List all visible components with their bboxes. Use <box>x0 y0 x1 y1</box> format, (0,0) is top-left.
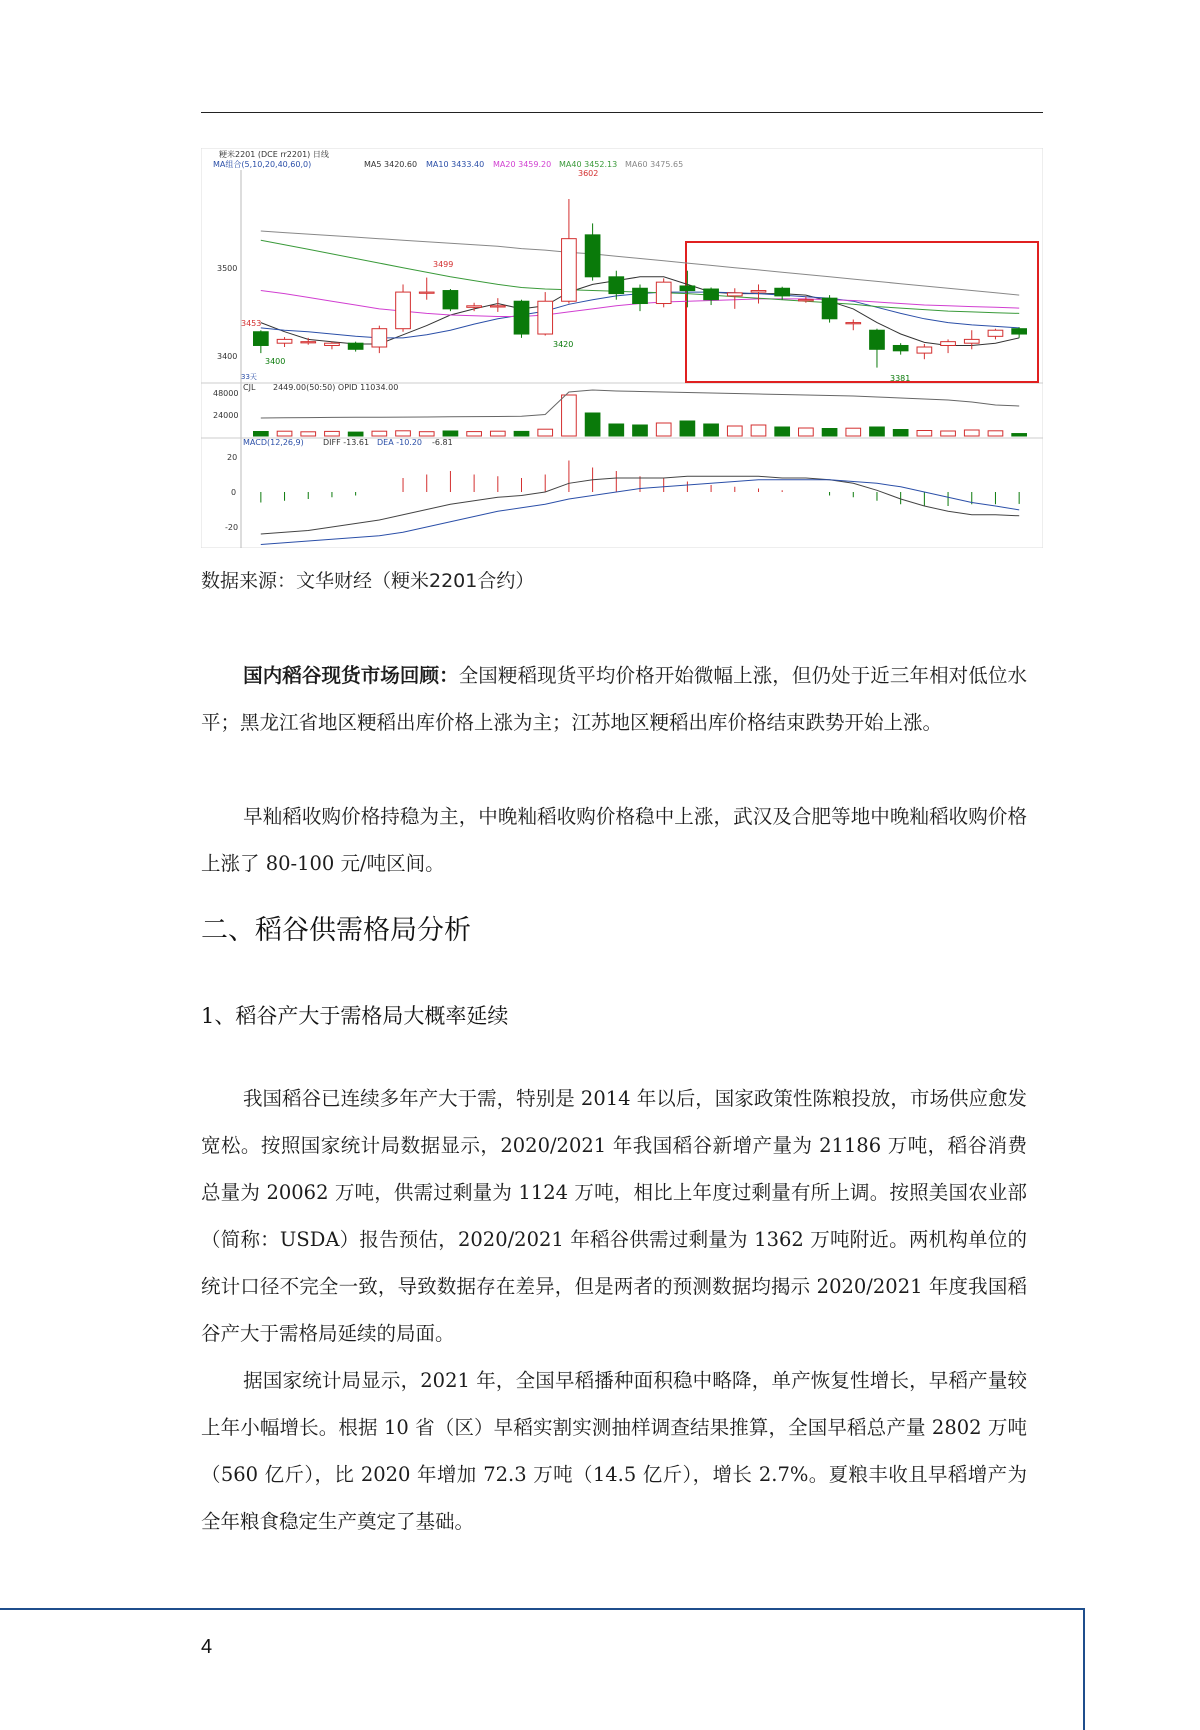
volume-bar <box>680 421 695 436</box>
candle-body <box>941 342 956 346</box>
candle-body <box>846 323 861 324</box>
ma60-label: MA60 3475.65 <box>625 160 684 169</box>
volume-bar <box>562 395 577 436</box>
section-title: 二、稻谷供需格局分析 <box>201 915 471 946</box>
annotation-3420: 3420 <box>553 340 574 349</box>
ma-label: MA组合(5,10,20,40,60,0) <box>213 160 312 169</box>
annotation-low: 3381 <box>890 374 911 383</box>
annotation-3400: 3400 <box>265 357 286 366</box>
candle-body <box>680 286 695 291</box>
annotation-3499: 3499 <box>433 260 454 269</box>
ma10-label: MA10 3433.40 <box>426 160 485 169</box>
candle-body <box>396 292 411 329</box>
volume-bar <box>964 430 979 436</box>
volume-bar <box>799 428 814 436</box>
candle-body <box>1012 329 1027 334</box>
volume-bar <box>419 432 434 436</box>
header-rule <box>201 112 1043 113</box>
early-rice-text: 据国家统计局显示，2021 年，全国早稻播种面积稳中略降，单产恢复性增长，早稻产量较上年小幅增长。根据 10 省（区）早稻实割实测抽样调查结果推算，全国早稻总产量 2802 万吨（560 亿斤），比 2020 年增加 72.3 万吨（14.5 亿斤），增长 2.7%。夏粮丰收且早稻增产为全年粮食稳定生产奠定了基础。 <box>201 1369 1027 1533</box>
indica-text: 早籼稻收购价格持稳为主，中晚籼稻收购价格稳中上涨，武汉及合肥等地中晚籼稻收购价格上涨了 80-100 元/吨区间。 <box>201 805 1027 875</box>
volume-bar <box>490 431 505 436</box>
volume-bar <box>325 431 340 436</box>
volume-bar <box>751 425 766 436</box>
y-tick-3400: 3400 <box>217 352 238 361</box>
candle-body <box>893 345 908 350</box>
candle-body <box>372 329 387 347</box>
macd-tick-0: 0 <box>231 488 237 497</box>
candle-body <box>562 239 577 302</box>
candle-body <box>538 301 553 334</box>
volume-bar <box>727 426 742 436</box>
chart-header: 粳米2201 (DCE rr2201) 日线 <box>219 150 329 159</box>
candle-body <box>822 298 837 319</box>
candle-body <box>490 306 505 307</box>
volume-bar <box>917 431 932 437</box>
volume-bar <box>893 430 908 437</box>
supply-demand-text: 我国稻谷已连续多年产大于需，特别是 2014 年以后，国家政策性陈粮投放，市场供应愈发宽松。按照国家统计局数据显示，2020/2021 年我国稻谷新增产量为 21186 万吨，稻谷消费总量为 20062 万吨，供需过剩量为 1124 万吨，相比上年度过剩量有所上调。按照美国农业部（简称：USDA）报告预估，2020/2021 年稻谷供需过剩量为 1362 万吨附近。两机构单位的统计口径不完全一致，导致数据存在差异，但是两者的预测数据均揭示 2020/2021 年度我国稻谷产大于需格局延续的局面。 <box>201 1087 1027 1345</box>
futures-kline-chart <box>201 148 1043 548</box>
volume-label: CJL <box>243 383 256 392</box>
volume-bar <box>988 431 1003 436</box>
candle-body <box>988 330 1003 336</box>
volume-bar <box>656 423 671 436</box>
paragraph-early-rice <box>201 1357 1027 1545</box>
volume-bar <box>277 431 292 436</box>
page-number: 4 <box>201 1636 213 1658</box>
candle-body <box>870 330 885 349</box>
volume-bar <box>870 427 885 436</box>
candle-body <box>609 277 624 294</box>
candle-body <box>964 339 979 343</box>
volume-bar <box>396 431 411 436</box>
market-review-heading: 国内稻谷现货市场回顾： <box>243 664 459 687</box>
volume-bar <box>941 431 956 436</box>
candle-body <box>633 288 648 303</box>
volume-bar <box>633 425 648 436</box>
macd-value-label: -6.81 <box>432 438 453 447</box>
candle-body <box>348 343 363 349</box>
macd-diff-label: DIFF -13.61 <box>323 438 370 447</box>
candle-body <box>419 292 434 293</box>
subsection-title: 1、稻谷产大于需格局大概率延续 <box>201 1004 509 1028</box>
y-tick-3500: 3500 <box>217 264 238 273</box>
vol-tick-24000: 24000 <box>213 411 239 420</box>
volume-bar <box>538 429 553 436</box>
volume-bar <box>822 429 837 437</box>
volume-bar <box>301 432 316 436</box>
volume-bar <box>775 427 790 436</box>
candle-body <box>775 288 790 296</box>
candle-body <box>277 339 292 343</box>
volume-bar <box>443 431 458 436</box>
volume-bar <box>348 432 363 436</box>
candle-body <box>704 289 719 300</box>
volume-bar <box>467 432 482 436</box>
candle-body <box>325 343 340 345</box>
candle-body <box>254 332 269 346</box>
footer-frame <box>0 1608 1085 1730</box>
chart-caption: 数据来源：文华财经（粳米2201合约） <box>201 570 535 592</box>
candle-body <box>727 293 742 296</box>
ma20-label: MA20 3459.20 <box>493 160 552 169</box>
volume-bar <box>1012 434 1027 436</box>
candle-body <box>917 347 932 353</box>
candle-body <box>467 306 482 308</box>
macd-tick-20: 20 <box>227 453 238 462</box>
macd-tick-neg20: -20 <box>225 523 239 532</box>
annotation-3453: 3453 <box>241 319 262 328</box>
volume-bar <box>514 431 529 436</box>
candle-body <box>514 301 529 334</box>
annotation-high: 3602 <box>578 169 599 178</box>
volume-bar <box>846 428 861 436</box>
ma40-label: MA40 3452.13 <box>559 160 618 169</box>
candle-body <box>301 342 316 343</box>
candle-body <box>585 235 600 277</box>
market-review-text: 全国粳稻现货平均价格开始微幅上涨，但仍处于近三年相对低位水平；黑龙江省地区粳稻出库价格上涨为主；江苏地区粳稻出库价格结束跌势开始上涨。 <box>201 664 1027 734</box>
paragraph-supply-demand <box>201 1075 1027 1357</box>
candle-body <box>656 282 671 303</box>
volume-values: 2449.00(50:50) OPID 11034.00 <box>273 383 399 392</box>
macd-label: MACD(12,26,9) <box>243 438 304 447</box>
candle-body <box>799 300 814 301</box>
ma5-label: MA5 3420.60 <box>364 160 418 169</box>
volume-bar <box>372 431 387 436</box>
days-label: 33天 <box>241 373 257 381</box>
candle-body <box>751 291 766 293</box>
vol-tick-48000: 48000 <box>213 389 239 398</box>
volume-bar <box>609 424 624 436</box>
paragraph-market-review <box>201 652 1027 746</box>
volume-bar <box>704 424 719 436</box>
volume-bar <box>585 413 600 436</box>
candle-body <box>443 291 458 309</box>
volume-bar <box>254 432 269 437</box>
paragraph-indica <box>201 793 1027 887</box>
macd-dea-label: DEA -10.20 <box>377 438 423 447</box>
